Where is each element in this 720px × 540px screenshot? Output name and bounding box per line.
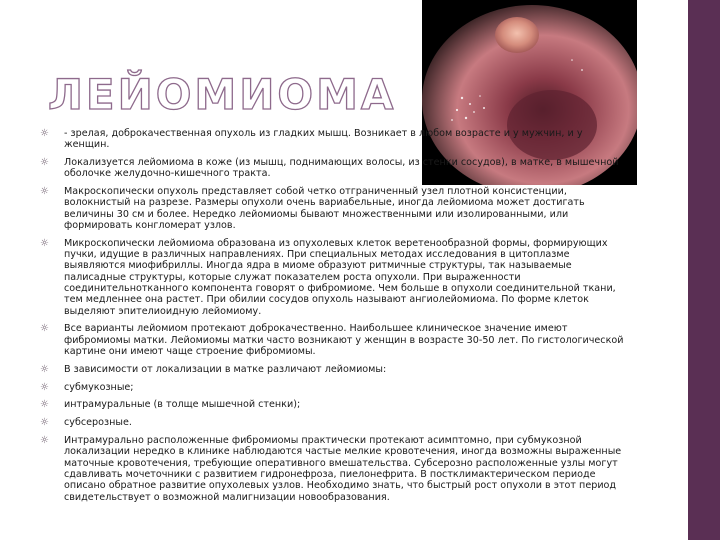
bullet-item bbox=[40, 382, 630, 393]
decorative-side-band bbox=[688, 0, 720, 540]
bullet-text: Интрамурально расположенные фибромиомы практически протекают асимптомно, при субмукозной локализации нередко в клинике наблюдаются частые мелкие кровотечения, иногда возможны выраженные маточные кровотечения, требующие оперативного вмешательства. Субсерозно расположенные узлы могут сдавливать мочеточники с развитием гидронефроза, пиелонефрита. В постклимактерическом периоде описано обратное развитие опухолевых узлов. Необходимо знать, что быстрый рост опухоли в этот период свидетельствует о возможной малигнизации новообразования. bbox=[64, 435, 622, 503]
sun-bullet-icon: ☼ bbox=[40, 186, 49, 198]
bullet-item bbox=[40, 435, 630, 503]
sun-bullet-icon: ☼ bbox=[40, 157, 49, 169]
bullet-item bbox=[40, 128, 630, 151]
bullet-item bbox=[40, 186, 630, 231]
bullet-text: субсерозные. bbox=[64, 417, 132, 429]
bullet-list bbox=[40, 128, 630, 509]
sun-bullet-icon: ☼ bbox=[40, 363, 49, 375]
bullet-text: В зависимости от локализации в матке различают лейомиомы: bbox=[64, 363, 387, 375]
bullet-text: Макроскопически опухоль представляет собой четко отграниченный узел плотной консистенции, волокнистый на разрезе. Размеры опухоли очень вариабельные, иногда лейомиома может достигать величины 30 см и более. Нередко лейомиомы бывают множественными или изолированными, или формировать конгломерат узлов. bbox=[64, 186, 585, 232]
slide-title: ЛЕЙОМИОМА bbox=[48, 70, 397, 119]
sun-bullet-icon: ☼ bbox=[40, 435, 49, 447]
bullet-item bbox=[40, 238, 630, 317]
bullet-text: субмукозные; bbox=[64, 381, 134, 393]
bullet-text: Все варианты лейомиом протекают доброкачественно. Наибольшее клиническое значение имеют фибромиомы матки. Лейомиомы матки часто возникают у женщин в возрасте 30-50 лет. По гистологической картине они имеют чаще строение фибромиомы. bbox=[64, 323, 624, 358]
sun-bullet-icon: ☼ bbox=[40, 417, 49, 429]
bullet-item bbox=[40, 399, 630, 410]
sun-bullet-icon: ☼ bbox=[40, 128, 49, 139]
bullet-text: Микроскопически лейомиома образована из опухолевых клеток веретенообразной формы, формирующих пучки, идущие в различных направлениях. При специальных методах исследования в цитоплазме выявляются миофибриллы. Иногда ядра в миоме образуют ритмичные структуры, так называемые палисадные структуры, которые служат показателем роста опухоли. При выраженности соединительнотканного компонента говорят о фибромиоме. Чем больше в опухоли соединительной ткани, тем медленнее она растет. При обилии сосудов опухоль называют ангиолейомиома. По форме клеток выделяют эпителиоидную лейомиому. bbox=[64, 237, 616, 317]
sun-bullet-icon: ☼ bbox=[40, 399, 49, 411]
bullet-item bbox=[40, 323, 630, 357]
sun-bullet-icon: ☼ bbox=[40, 237, 49, 249]
bullet-item bbox=[40, 364, 630, 375]
bullet-item bbox=[40, 157, 630, 180]
sun-bullet-icon: ☼ bbox=[40, 323, 49, 335]
bullet-text: Локализуется лейомиома в коже (из мышц, поднимающих волосы, из стенки сосудов), в матке, в мышечной оболочке желудочно-кишечного тракта. bbox=[64, 157, 619, 180]
sun-bullet-icon: ☼ bbox=[40, 381, 49, 393]
bullet-item bbox=[40, 417, 630, 428]
bullet-text: - зрелая, доброкачественная опухоль из гладких мышц. Возникает в любом возрасте и у мужчин, и у женщин. bbox=[64, 128, 583, 151]
bullet-text: интрамуральные (в толще мышечной стенки); bbox=[64, 399, 301, 411]
